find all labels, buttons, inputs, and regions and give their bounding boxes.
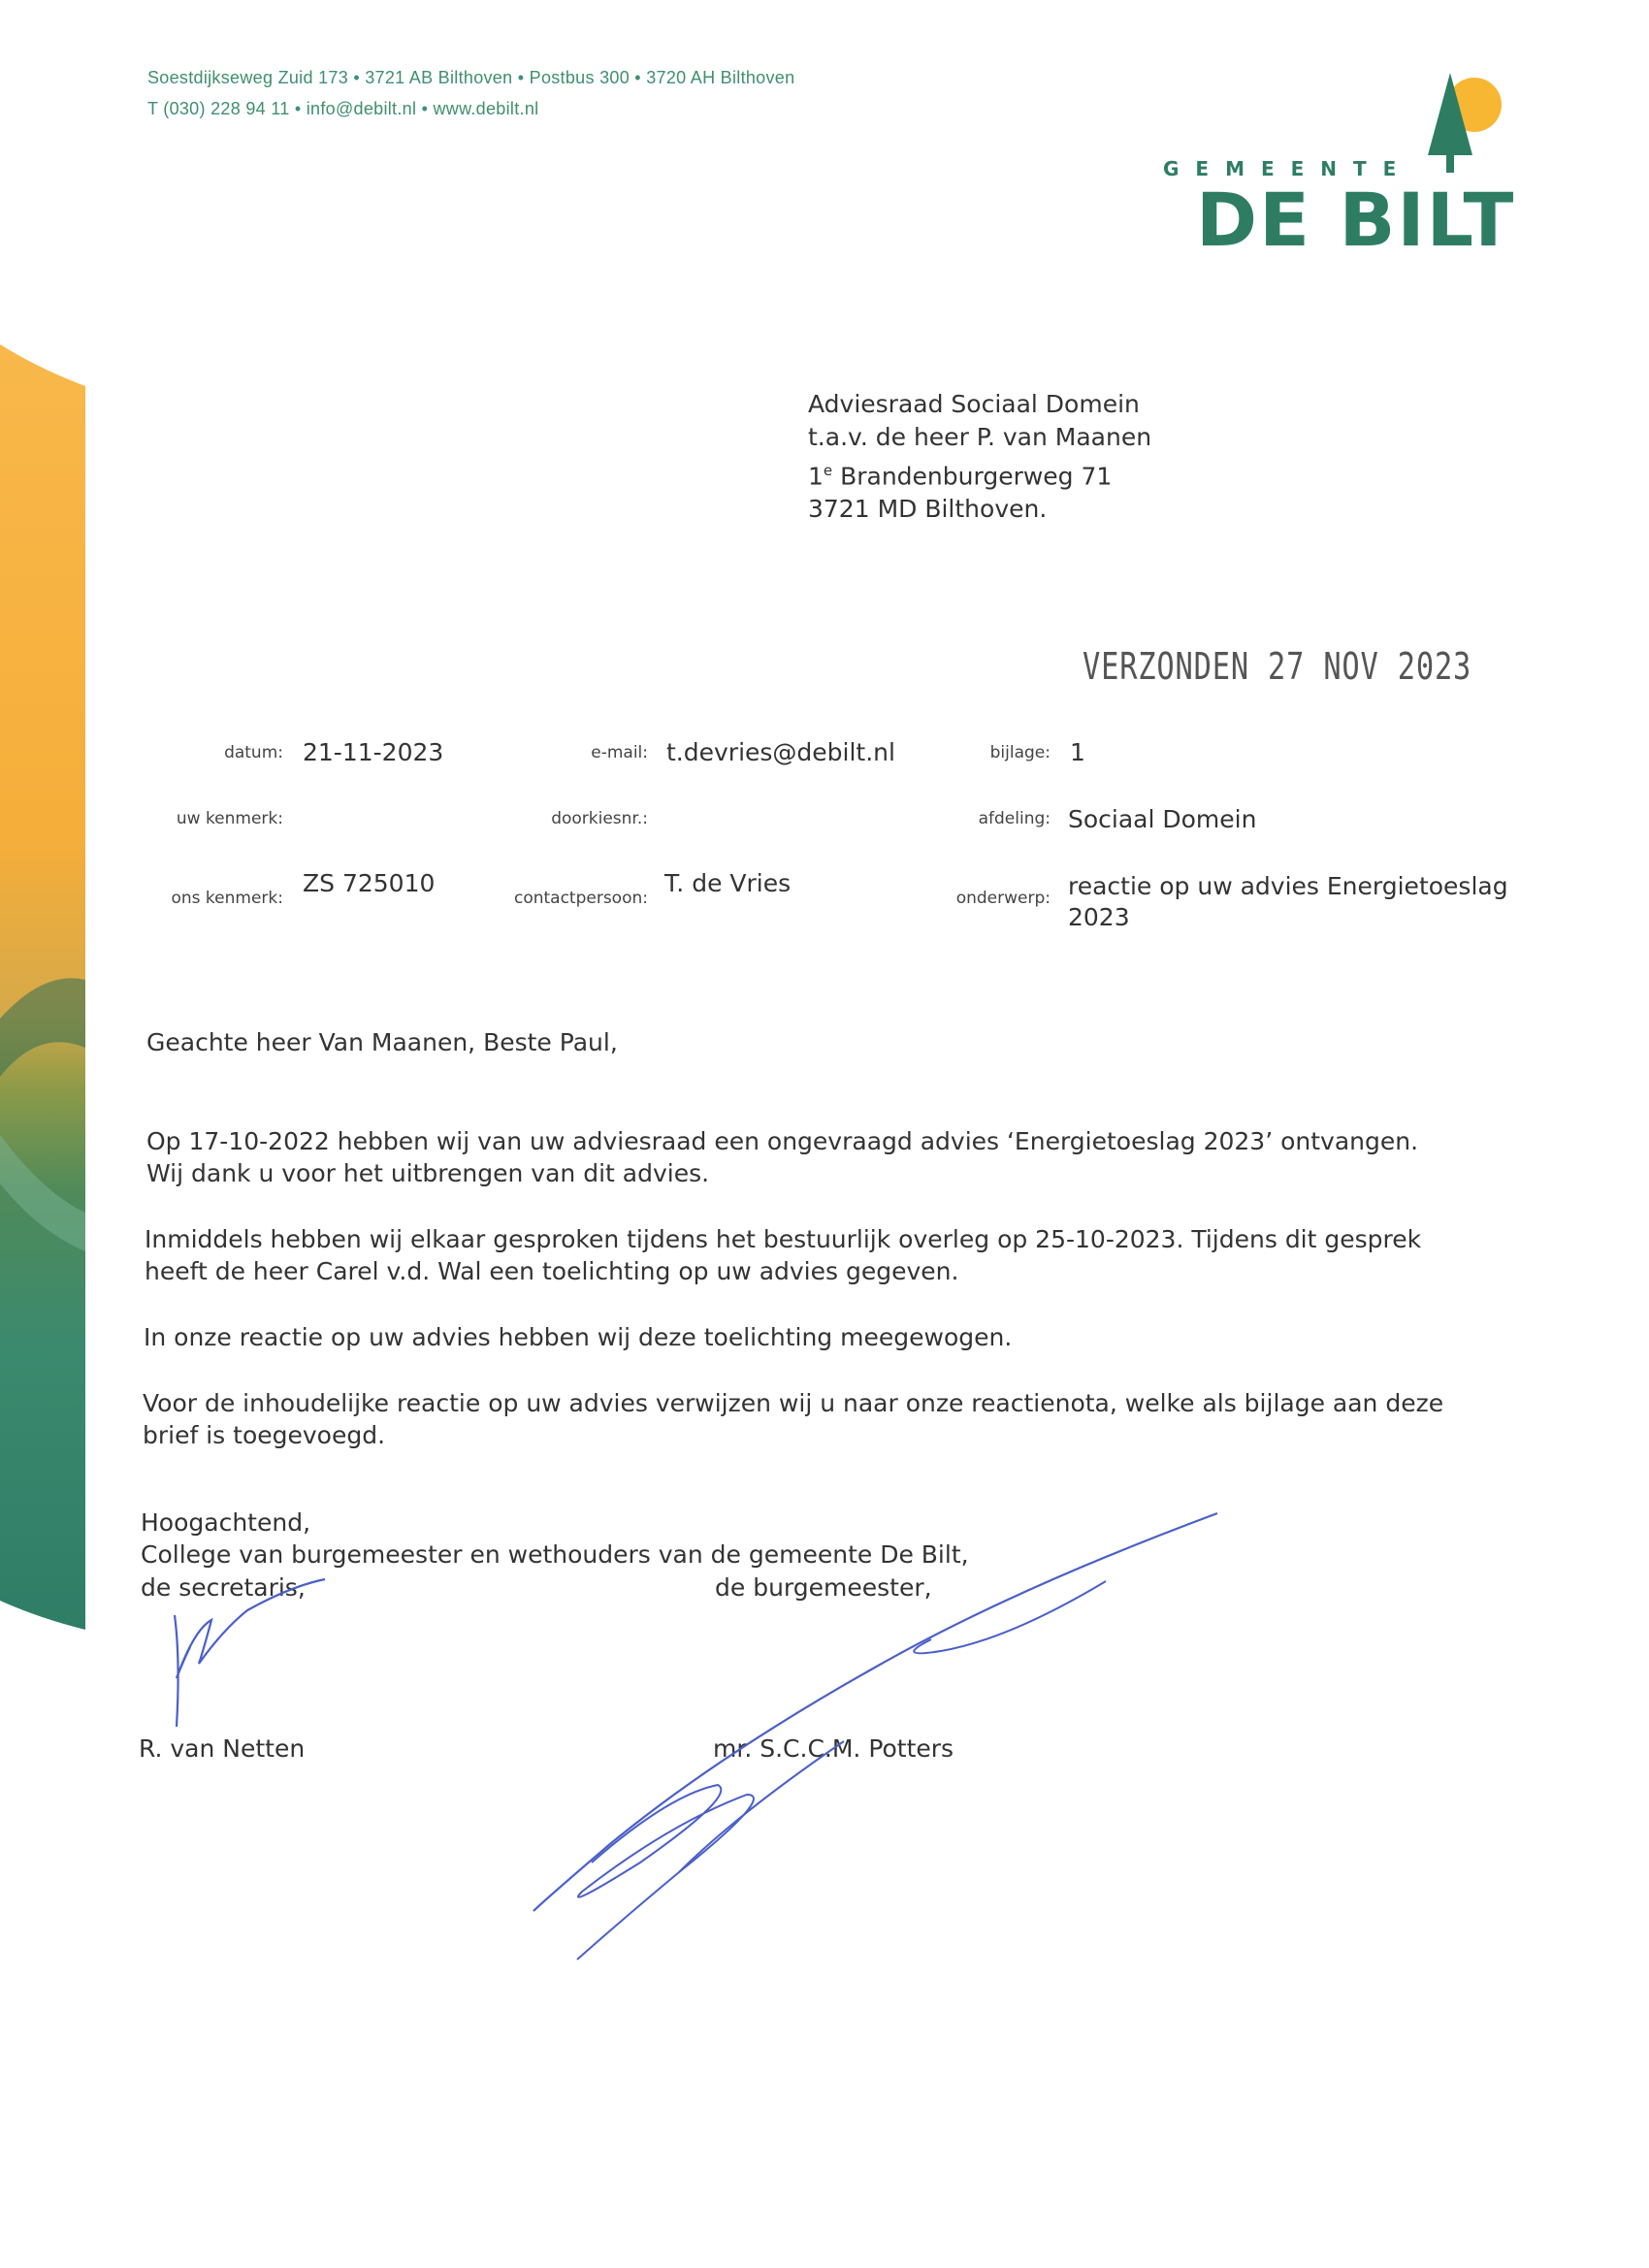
letterhead-contact: T (030) 228 94 11 • info@debilt.nl • www.debilt.nl bbox=[147, 99, 539, 118]
datum-value: 21-11-2023 bbox=[303, 738, 444, 766]
bijlage-label: bijlage: bbox=[989, 743, 1051, 762]
sent-stamp: VERZONDEN 27 NOV 2023 bbox=[1083, 645, 1472, 688]
onderwerp-label: onderwerp: bbox=[955, 889, 1051, 908]
recipient-line-3 bbox=[808, 454, 1151, 493]
paragraph-3: In onze reactie op uw advies hebben wij deze toelichting meegewogen. bbox=[144, 1323, 1013, 1351]
recipient-line-4: 3721 MD Bilthoven. bbox=[808, 495, 1048, 524]
salutation: Geachte heer Van Maanen, Beste Paul, bbox=[146, 1028, 618, 1056]
paragraph-4-line-2: brief is toegevoegd. bbox=[143, 1421, 386, 1449]
college-line: College van burgemeester en wethouders van de gemeente De Bilt, bbox=[141, 1540, 969, 1569]
afdeling-label: afdeling: bbox=[978, 809, 1051, 828]
tree-sun-icon bbox=[1406, 68, 1513, 175]
onderwerp-value bbox=[1068, 871, 1508, 933]
recipient-line-1: Adviesraad Sociaal Domein bbox=[808, 390, 1140, 418]
paragraph-2-line-2: heeft de heer Carel v.d. Wal een toelichting op uw advies gegeven. bbox=[145, 1257, 959, 1285]
paragraph-4-line-1: Voor de inhoudelijke reactie op uw advies verwijzen wij u naar onze reactienota, welke als bijlage aan deze bbox=[143, 1389, 1444, 1417]
burgemeester-role: de burgemeester, bbox=[715, 1573, 932, 1602]
logo-big-text: DE BILT bbox=[1196, 177, 1516, 263]
recipient-street-sup: e bbox=[823, 462, 833, 479]
recipient-street-number: 1 bbox=[808, 462, 824, 491]
logo-small-text: GEMEENTE bbox=[1163, 157, 1413, 180]
recipient-street-name: Brandenburgerweg 71 bbox=[832, 462, 1113, 491]
burgemeester-name: mr. S.C.C.M. Potters bbox=[713, 1734, 954, 1763]
paragraph-1 bbox=[146, 1125, 1418, 1189]
closing-greeting: Hoogachtend, bbox=[141, 1508, 311, 1537]
onderwerp-line-1: reactie op uw advies Energietoeslag bbox=[1068, 872, 1508, 900]
recipient-address bbox=[808, 388, 1151, 526]
letterhead-address: Soestdijkseweg Zuid 173 • 3721 AB Bilthoven • Postbus 300 • 3720 AH Bilthoven bbox=[147, 68, 795, 87]
paragraph-2-line-1: Inmiddels hebben wij elkaar gesproken tijdens het bestuurlijk overleg op 25-10-2023. Tijdens dit gesprek bbox=[145, 1225, 1422, 1253]
bijlage-value: 1 bbox=[1070, 738, 1085, 766]
burgemeester-signature bbox=[524, 1504, 1222, 1969]
datum-label: datum: bbox=[224, 743, 283, 762]
email-label: e-mail: bbox=[591, 743, 648, 762]
secretaris-signature bbox=[155, 1571, 340, 1736]
doorkiesnr-label: doorkiesnr.: bbox=[551, 809, 648, 828]
decorative-side-band bbox=[0, 0, 87, 2268]
ons-kenmerk-label: ons kenmerk: bbox=[171, 889, 283, 908]
recipient-line-2: t.a.v. de heer P. van Maanen bbox=[808, 423, 1152, 451]
contactpersoon-value: T. de Vries bbox=[664, 869, 792, 897]
secretaris-role: de secretaris, bbox=[141, 1573, 306, 1602]
email-value: t.devries@debilt.nl bbox=[666, 738, 895, 766]
contactpersoon-label: contactpersoon: bbox=[513, 889, 648, 908]
afdeling-value: Sociaal Domein bbox=[1068, 805, 1257, 833]
paragraph-1-line-2: Wij dank u voor het uitbrengen van dit advies. bbox=[146, 1159, 710, 1187]
paragraph-4 bbox=[143, 1387, 1443, 1451]
paragraph-1-line-1: Op 17-10-2022 hebben wij van uw adviesraad een ongevraagd advies ‘Energietoeslag 2023’ ontvangen. bbox=[146, 1127, 1419, 1155]
secretaris-name: R. van Netten bbox=[139, 1734, 306, 1763]
uw-kenmerk-label: uw kenmerk: bbox=[176, 809, 283, 828]
paragraph-2 bbox=[145, 1223, 1421, 1287]
municipality-logo bbox=[1159, 68, 1518, 262]
onderwerp-line-2: 2023 bbox=[1068, 903, 1130, 931]
ons-kenmerk-value: ZS 725010 bbox=[303, 869, 436, 897]
